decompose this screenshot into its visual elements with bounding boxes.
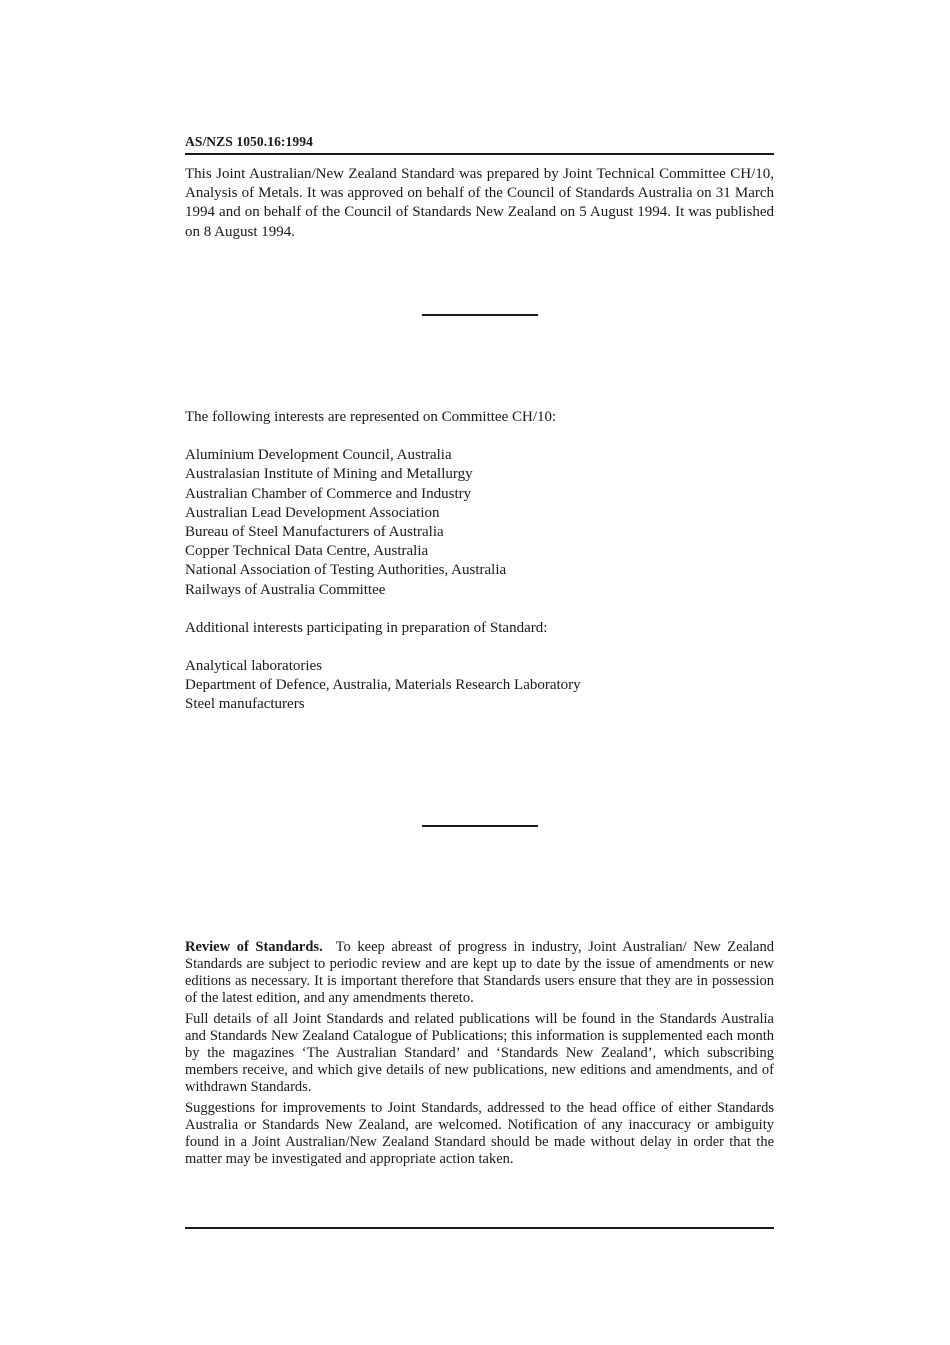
footer-rule <box>185 1227 774 1229</box>
committee-member-list <box>185 446 774 600</box>
header-rule <box>185 153 774 155</box>
list-item: Australasian Institute of Mining and Metallurgy <box>185 466 473 483</box>
section-divider <box>422 314 538 316</box>
document-id: AS/NZS 1050.16:1994 <box>185 134 313 149</box>
list-item: Copper Technical Data Centre, Australia <box>185 543 429 560</box>
review-title: Review of Standards. <box>185 939 323 955</box>
preparation-statement: This Joint Australian/New Zealand Standard was prepared by Joint Technical Committee CH/10, Analysis of Metals. It was approved on behalf of the Council of Standards Australia on 31 March 1994 and on behalf of the Council of Standards New Zealand on 5 August 1994. It was published on 8 August 1994. <box>185 166 774 240</box>
list-item: Aluminium Development Council, Australia <box>185 447 452 464</box>
additional-interests-heading: Additional interests participating in preparation of Standard: <box>185 619 548 636</box>
review-paragraph: Full details of all Joint Standards and related publications will be found in the Standards Australia and Standards New Zealand Catalogue of Publications; this information is supplemented each month by the magazines ‘The Australian Standard’ and ‘Standards New Zealand’, which subscribing members receive, and which give details of new publications, new editions and amendments, and of withdrawn Standards. <box>185 1011 774 1095</box>
list-item: Australian Chamber of Commerce and Industry <box>185 485 472 502</box>
list-item: Bureau of Steel Manufacturers of Australia <box>185 524 444 541</box>
section-divider <box>422 825 538 827</box>
list-item: National Association of Testing Authorities, Australia <box>185 562 507 579</box>
committee-interests <box>185 408 774 715</box>
list-item: Analytical laboratories <box>185 658 323 675</box>
list-item: Railways of Australia Committee <box>185 581 386 598</box>
list-item: Department of Defence, Australia, Materials Research Laboratory <box>185 677 581 694</box>
review-text: To keep abreast of progress in industry, Joint Australian/ New Zealand Standards are subject to periodic review and are kept up to date by the issue of amendments or new editions as necessary. It is important therefore that Standards users ensure that they are in possession of the latest edition, and any amendments thereto. <box>185 939 774 1006</box>
review-paragraph: Suggestions for improvements to Joint Standards, addressed to the head office of either Standards Australia or Standards New Zealand, are welcomed. Notification of any inaccuracy or ambiguity found in a Joint Australian/New Zealand Standard should be made without delay in order that the matter may be investigated and appropriate action taken. <box>185 1100 774 1167</box>
review-of-standards <box>185 939 774 1172</box>
list-item: Steel manufacturers <box>185 696 305 713</box>
review-paragraph <box>185 939 774 1007</box>
additional-interests-list <box>185 657 774 715</box>
list-item: Australian Lead Development Association <box>185 504 440 521</box>
committee-heading: The following interests are represented on Committee CH/10: <box>185 409 557 425</box>
